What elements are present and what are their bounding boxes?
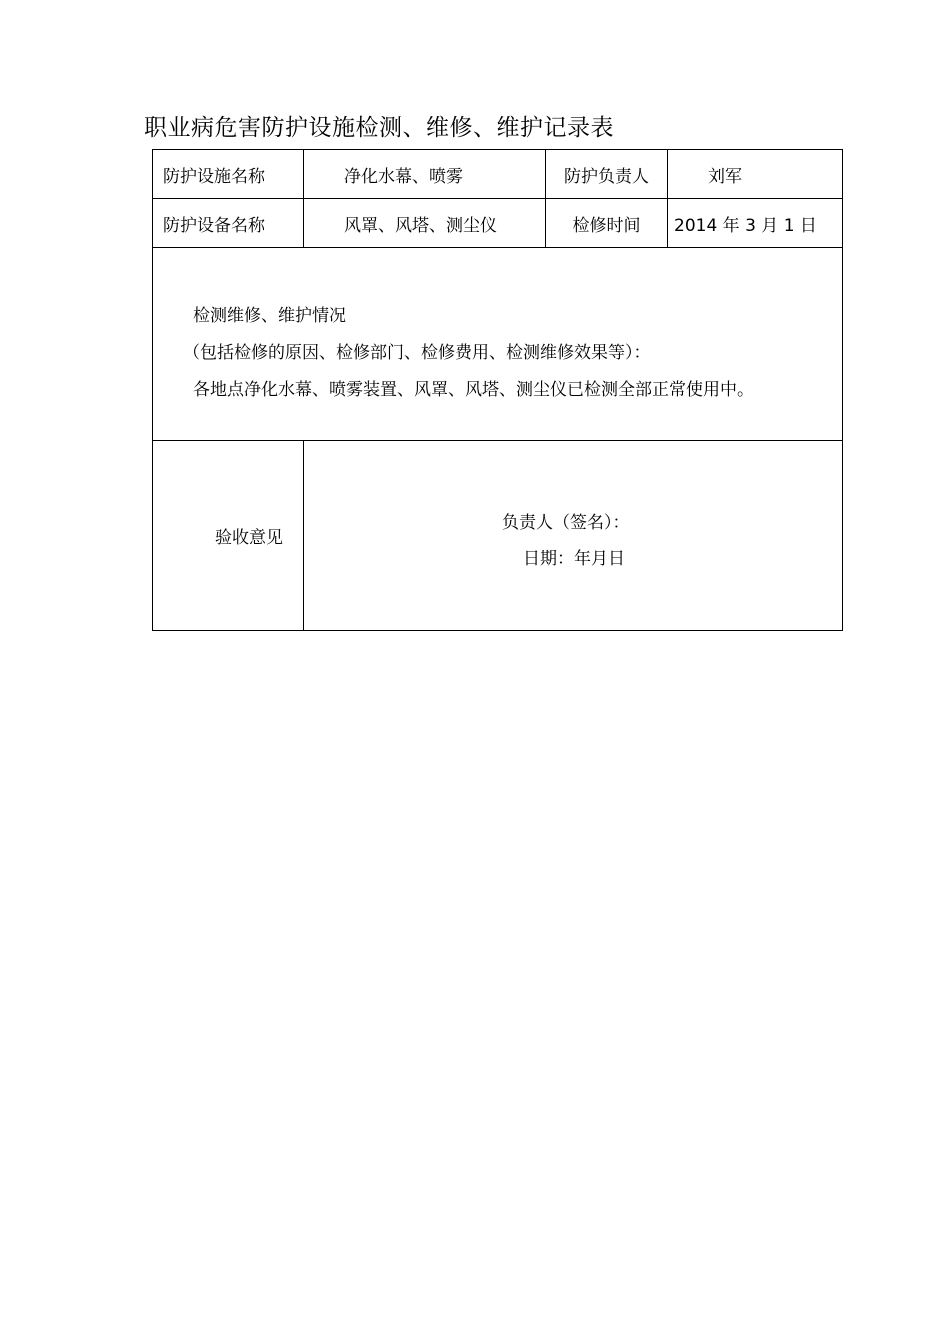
facility-name-value: 净化水幕、喷雾 [304,150,546,199]
table-row-details [153,248,843,441]
table-row-facility [153,150,843,199]
acceptance-cell [304,441,843,631]
equipment-name-value: 风罩、风塔、测尘仪 [304,199,546,248]
details-heading: 检测维修、维护情况 [193,306,346,326]
responsible-person-label: 防护负责人 [546,150,668,199]
document-title: 职业病危害防护设施检测、维修、维护记录表 [144,115,614,141]
maintenance-record-table [152,149,843,631]
maintenance-time-value: 2014 年 3 月 1 日 [668,199,843,248]
acceptance-label: 验收意见 [153,441,304,631]
details-cell [153,248,843,441]
signer-line: 负责人（签名）： [502,513,630,533]
maintenance-time-label: 检修时间 [546,199,668,248]
equipment-name-label: 防护设备名称 [153,199,304,248]
details-content: 各地点净化水幕、喷雾装置、风罩、风塔、测尘仪已检测全部正常使用中。 [193,380,754,400]
table-row-acceptance [153,441,843,631]
responsible-person-value: 刘军 [668,150,843,199]
table-row-equipment [153,199,843,248]
date-line: 日期：年月日 [523,549,625,569]
facility-name-label: 防护设施名称 [153,150,304,199]
details-subheading: （包括检修的原因、检修部门、检修费用、检测维修效果等）： [183,343,651,363]
